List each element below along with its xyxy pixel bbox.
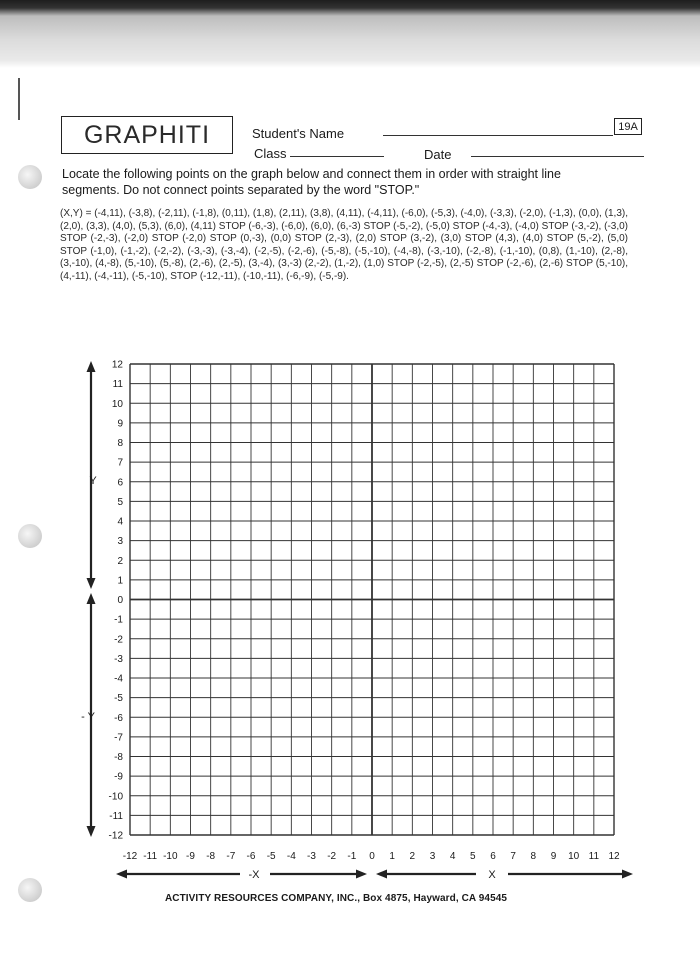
x-tick-label: 12 bbox=[608, 851, 620, 862]
coordinates-list: (X,Y) = (-4,11), (-3,8), (-2,11), (-1,8), (0,11), (1,8), (2,11), (3,8), (4,11), (-4,11), (-6,0), (-5,3), (-4,0), (-3,3), (-2,0), (-1,3), (0,0), (1,3), (2,0), (3,3), (4,0), (5,3), (6,0), (4,11) STOP (-6,-3), (-6,0), (6,0), (6,-3) STOP (-5,-2), (-5,0) STOP (-4,-3), (-4,0) STOP (-3,-2), (-3,0) STOP (-2,-3), (-2,0) STOP (-2,0) STOP (0,-3), (0,0) STOP (2,-3), (2,0) STOP (3,-2), (3,0) STOP (4,3), (4,0) STOP (5,-2), (5,0) STOP (-1,0), (-1,-2), (-2,-2), (-3,-3), (-3,-4), (-2,-5), (-2,-6), (-5,-8), (-5,-10), (-4,-8), (-3,-10), (-2,-8), (-1,-10), (0,8), (1,-10), (2,-8), (3,-10), (4,-8), (5,-10), (5,-8), (2,-6), (2,-5), (3,-4), (3,-3) (2,-2), (1,-2), (1,0) STOP (-2,-5), (2,-5) STOP (-2,-6), (2,-6) STOP (5,-10), (4,-11), (-4,-11), (-5,-10), STOP (-12,-11), (-10,-11), (-6,-9), (-5,-9). bbox=[60, 208, 628, 282]
x-tick-label: -11 bbox=[143, 851, 158, 862]
x-tick-label: 11 bbox=[588, 851, 600, 862]
x-tick-label: 6 bbox=[490, 851, 496, 862]
y-tick-label: -8 bbox=[114, 752, 123, 763]
x-tick-label: -12 bbox=[122, 851, 138, 862]
y-tick-label: -7 bbox=[114, 732, 123, 744]
worksheet-number-badge: 19A bbox=[614, 118, 642, 135]
x-tick-label: 5 bbox=[470, 851, 476, 862]
publisher-text: ACTIVITY RESOURCES COMPANY, INC., Box 4875, Hayward, CA 94545 bbox=[164, 893, 508, 904]
x-tick-label: 3 bbox=[429, 851, 436, 862]
y-tick-label: -9 bbox=[114, 771, 123, 783]
x-tick-label: -6 bbox=[246, 851, 256, 862]
y-tick-label: 0 bbox=[117, 595, 123, 606]
student-name-label: Student's Name bbox=[252, 126, 345, 141]
x-tick-label: 1 bbox=[389, 851, 395, 862]
y-tick-label: -10 bbox=[108, 791, 123, 803]
neg-y-arrow-up-head bbox=[87, 593, 96, 604]
x-tick-label: 7 bbox=[510, 851, 516, 862]
y-tick-label: -11 bbox=[109, 810, 123, 822]
y-tick-label: -1 bbox=[114, 614, 123, 626]
x-tick-label: -9 bbox=[186, 851, 195, 862]
y-axis-label: Y bbox=[89, 475, 97, 487]
y-arrow-down-head bbox=[87, 578, 96, 589]
y-tick-label: 12 bbox=[111, 359, 123, 371]
x-tick-label: -7 bbox=[226, 851, 236, 862]
neg-x-arrow-left-head bbox=[116, 870, 127, 879]
x-tick-label: -3 bbox=[307, 851, 316, 862]
y-tick-label: 8 bbox=[117, 438, 123, 449]
y-tick-label: -3 bbox=[114, 653, 123, 665]
x-tick-label: -8 bbox=[206, 851, 216, 862]
x-arrow-right-head bbox=[622, 870, 633, 879]
y-tick-label: 4 bbox=[117, 516, 123, 528]
y-tick-label: 11 bbox=[112, 379, 123, 391]
x-tick-label: 4 bbox=[449, 851, 456, 862]
y-tick-label: -5 bbox=[114, 693, 123, 705]
x-tick-label: -10 bbox=[163, 851, 178, 862]
instructions-text: Locate the following points on the graph below and connect them in order with straight line segments. Do not connect points separated by the word "STOP." bbox=[62, 167, 561, 197]
y-tick-label: -12 bbox=[108, 830, 123, 842]
neg-x-arrow-right-head bbox=[356, 870, 367, 879]
x-axis-label: X bbox=[488, 869, 496, 881]
y-arrow-up-head bbox=[87, 361, 96, 372]
worksheet-title: GRAPHITI bbox=[61, 116, 233, 154]
x-arrow-left-head bbox=[376, 870, 387, 879]
x-tick-label: 8 bbox=[530, 851, 537, 862]
y-tick-label: -6 bbox=[114, 712, 123, 724]
y-tick-label: -4 bbox=[114, 673, 123, 685]
x-tick-label: -1 bbox=[347, 851, 357, 862]
negative-y-axis-label: - Y bbox=[81, 711, 95, 723]
negative-x-axis-label: -X bbox=[248, 869, 260, 881]
y-tick-label: -2 bbox=[114, 634, 123, 646]
y-tick-label: 2 bbox=[117, 555, 123, 567]
neg-y-arrow-down-head bbox=[87, 826, 96, 837]
class-label: Class bbox=[254, 146, 287, 161]
date-label: Date bbox=[424, 147, 452, 162]
x-tick-label: -5 bbox=[266, 851, 276, 862]
x-tick-label: 0 bbox=[369, 851, 375, 862]
y-tick-label: 5 bbox=[117, 496, 123, 508]
x-tick-label: -2 bbox=[327, 851, 337, 862]
y-tick-label: 7 bbox=[117, 457, 123, 469]
y-tick-label: 10 bbox=[111, 398, 123, 410]
publisher-footer bbox=[0, 893, 700, 904]
y-tick-label: 3 bbox=[117, 536, 123, 548]
y-tick-label: 1 bbox=[117, 575, 123, 587]
x-tick-label: -4 bbox=[286, 851, 296, 862]
x-tick-label: 2 bbox=[409, 851, 416, 862]
y-tick-label: 6 bbox=[117, 477, 123, 489]
x-tick-label: 9 bbox=[550, 851, 557, 862]
y-tick-label: 9 bbox=[117, 418, 123, 430]
x-tick-label: 10 bbox=[568, 851, 580, 862]
